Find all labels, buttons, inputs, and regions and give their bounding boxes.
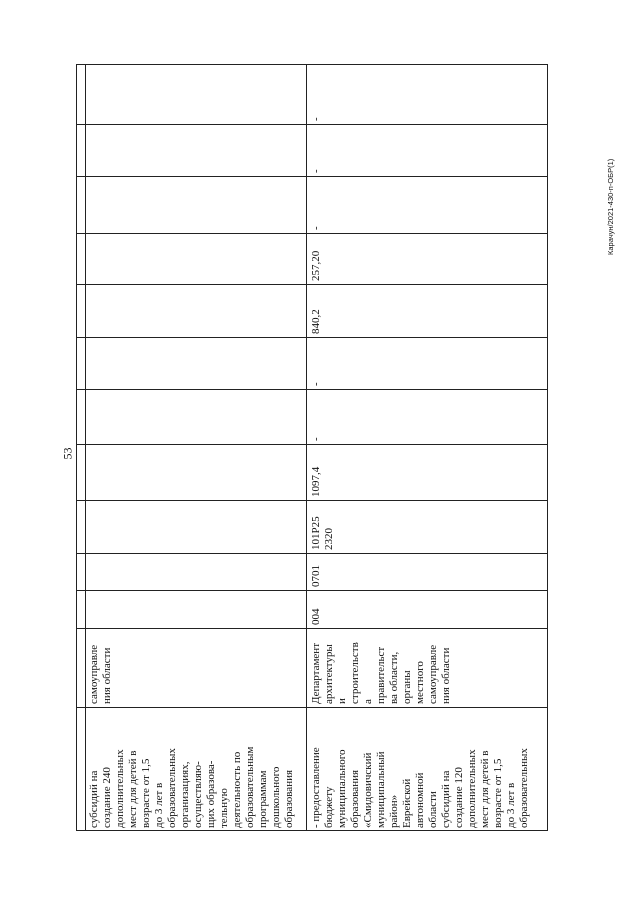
- row2-grbs-value: 004: [310, 608, 322, 625]
- col-divider-12: [76, 707, 548, 708]
- row2-year4-value: 257,20: [310, 250, 322, 281]
- row1-executor-text: самоуправле ния области: [88, 644, 113, 704]
- col-divider-2: [76, 176, 548, 177]
- table-border-right: [547, 64, 548, 831]
- row2-year6-value: -: [310, 169, 322, 173]
- row2-year7-value: -: [310, 117, 322, 121]
- budget-table: [76, 64, 548, 831]
- row2-csr-value: 101Р25 2320: [310, 516, 335, 550]
- row1-measure-text: субсидий на создание 240 дополнительных мест для детей в возрасте от 1,5 до 3 лет в образовательных организациях, осуществляю- щих образова- тельную деятельность по образовательным программам дошкольного образования: [88, 746, 295, 828]
- row2-year1-value: -: [310, 437, 322, 441]
- row2-rzpr-value: 0701: [310, 565, 322, 587]
- table-border-top: [76, 64, 548, 65]
- table-border-bottom: [76, 830, 548, 831]
- row2-year3-value: 840,2: [310, 309, 322, 334]
- row-divider: [306, 64, 307, 831]
- table-border-left: [76, 64, 77, 831]
- row2-total-value: 1097,4: [310, 466, 322, 497]
- row2-year5-value: -: [310, 226, 322, 230]
- row2-executor-text: Департамент архитектуры и строительств а правительст ва области, органы местного самоуправле ния области: [310, 642, 452, 704]
- document-side-code: Карачун/2021-430-п-ОБР(1): [606, 158, 615, 255]
- row2-measure-text: - предоставление бюджету муниципального образования «Смидовичский муниципальный район» Еврейской автономной области субсидий на создание 120 дополнительных мест для детей в возрасте от 1,5 до 3 лет в образовательных: [310, 747, 530, 828]
- page-number: 53: [60, 447, 75, 460]
- row2-year2-value: -: [310, 382, 322, 386]
- col-divider-a: [85, 64, 86, 831]
